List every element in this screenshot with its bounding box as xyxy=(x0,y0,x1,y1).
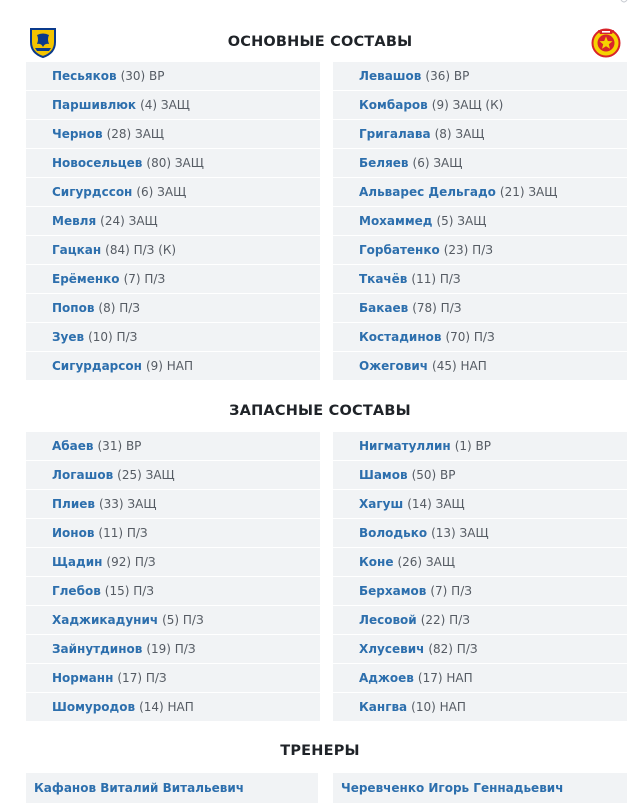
player-number-position: (25) ЗАЩ xyxy=(117,468,175,482)
player-row xyxy=(26,490,320,518)
player-row xyxy=(26,149,320,177)
player-row xyxy=(333,207,627,235)
player-row xyxy=(333,265,627,293)
player-row xyxy=(333,352,627,380)
player-name-link[interactable]: Альварес Дельгадо xyxy=(359,185,496,199)
player-number-position: (14) НАП xyxy=(139,700,194,714)
player-row xyxy=(333,606,627,634)
player-name-link[interactable]: Ткачёв xyxy=(359,272,408,286)
player-name-link[interactable]: Григалава xyxy=(359,127,431,141)
player-row xyxy=(26,236,320,264)
player-row xyxy=(26,461,320,489)
player-name-link[interactable]: Попов xyxy=(52,301,95,315)
player-number-position: (84) П/З (К) xyxy=(105,243,177,257)
player-name-link[interactable]: Ионов xyxy=(52,526,95,540)
player-number-position: (24) ЗАЩ xyxy=(100,214,158,228)
player-name-link[interactable]: Сигурдарсон xyxy=(52,359,142,373)
player-name-link[interactable]: Аджоев xyxy=(359,671,414,685)
home-main-lineup xyxy=(26,62,320,381)
player-name-link[interactable]: Бакаев xyxy=(359,301,409,315)
player-name-link[interactable]: Горбатенко xyxy=(359,243,440,257)
player-name-link[interactable]: Кангва xyxy=(359,700,408,714)
player-row xyxy=(333,91,627,119)
player-row xyxy=(26,91,320,119)
player-number-position: (70) П/З xyxy=(445,330,495,344)
player-row xyxy=(333,664,627,692)
player-row xyxy=(26,693,320,721)
player-row xyxy=(333,490,627,518)
player-number-position: (6) ЗАЩ xyxy=(412,156,463,170)
player-row xyxy=(333,323,627,351)
home-coach[interactable]: Кафанов Виталий Витальевич xyxy=(26,773,318,803)
player-row xyxy=(333,461,627,489)
player-name-link[interactable]: Щадин xyxy=(52,555,103,569)
player-row xyxy=(333,120,627,148)
player-number-position: (45) НАП xyxy=(432,359,487,373)
main-lineups-title: ОСНОВНЫЕ СОСТАВЫ xyxy=(227,34,413,50)
player-name-link[interactable]: Коне xyxy=(359,555,394,569)
player-row xyxy=(26,265,320,293)
player-name-link[interactable]: Логашов xyxy=(52,468,114,482)
player-number-position: (8) ЗАЩ xyxy=(434,127,485,141)
player-number-position: (5) П/З xyxy=(162,613,204,627)
player-number-position: (31) ВР xyxy=(97,439,142,453)
player-name-link[interactable]: Хлусевич xyxy=(359,642,425,656)
player-number-position: (15) П/З xyxy=(104,584,155,598)
player-number-position: (19) П/З xyxy=(146,642,196,656)
player-name-link[interactable]: Норманн xyxy=(52,671,114,685)
player-name-link[interactable]: Берхамов xyxy=(359,584,427,598)
player-number-position: (17) П/З xyxy=(117,671,167,685)
player-number-position: (9) ЗАЩ (К) xyxy=(431,98,504,112)
player-name-link[interactable]: Зуев xyxy=(52,330,85,344)
corner-mark-icon xyxy=(620,0,628,4)
player-number-position: (1) ВР xyxy=(454,439,491,453)
player-row xyxy=(333,577,627,605)
player-number-position: (10) НАП xyxy=(411,700,466,714)
player-row xyxy=(333,178,627,206)
player-number-position: (14) ЗАЩ xyxy=(407,497,465,511)
player-name-link[interactable]: Володько xyxy=(359,526,428,540)
player-number-position: (50) ВР xyxy=(411,468,456,482)
away-coach[interactable]: Черевченко Игорь Геннадьевич xyxy=(333,773,627,803)
player-number-position: (5) ЗАЩ xyxy=(436,214,487,228)
player-number-position: (26) ЗАЩ xyxy=(397,555,455,569)
player-name-link[interactable]: Сигурдссон xyxy=(52,185,133,199)
player-row xyxy=(333,236,627,264)
player-name-link[interactable]: Костадинов xyxy=(359,330,442,344)
player-row xyxy=(26,635,320,663)
player-number-position: (6) ЗАЩ xyxy=(136,185,187,199)
player-name-link[interactable]: Шомуродов xyxy=(52,700,136,714)
player-number-position: (80) ЗАЩ xyxy=(146,156,204,170)
player-row xyxy=(333,149,627,177)
player-row xyxy=(26,120,320,148)
player-row xyxy=(333,62,627,90)
player-name-link[interactable]: Беляев xyxy=(359,156,409,170)
player-row xyxy=(333,432,627,460)
player-number-position: (10) П/З xyxy=(88,330,138,344)
player-name-link[interactable]: Глебов xyxy=(52,584,101,598)
player-number-position: (17) НАП xyxy=(417,671,473,685)
player-name-link[interactable]: Абаев xyxy=(52,439,94,453)
away-substitutes xyxy=(333,432,627,722)
substitutes-title: ЗАПАСНЫЕ СОСТАВЫ xyxy=(229,403,411,419)
player-number-position: (82) П/З xyxy=(428,642,478,656)
player-row xyxy=(26,62,320,90)
player-number-position: (22) П/З xyxy=(420,613,470,627)
player-row xyxy=(26,606,320,634)
player-row xyxy=(26,519,320,547)
player-number-position: (4) ЗАЩ xyxy=(140,98,190,112)
player-number-position: (11) П/З xyxy=(411,272,461,286)
player-name-link[interactable]: Паршивлюк xyxy=(52,98,137,112)
coaches-title: ТРЕНЕРЫ xyxy=(280,743,360,759)
player-name-link[interactable]: Плиев xyxy=(52,497,95,511)
player-row xyxy=(26,577,320,605)
home-substitutes xyxy=(26,432,320,722)
player-name-link[interactable]: Мевля xyxy=(52,214,97,228)
player-name-link[interactable]: Шамов xyxy=(359,468,408,482)
player-number-position: (21) ЗАЩ xyxy=(499,185,558,199)
player-name-link[interactable]: Хагуш xyxy=(359,497,404,511)
player-row xyxy=(26,178,320,206)
player-number-position: (23) П/З xyxy=(443,243,493,257)
player-row xyxy=(26,207,320,235)
player-row xyxy=(333,548,627,576)
player-row xyxy=(333,635,627,663)
player-name-link[interactable]: Левашов xyxy=(359,69,422,83)
player-row xyxy=(26,294,320,322)
player-number-position: (13) ЗАЩ xyxy=(431,526,489,540)
player-row xyxy=(26,548,320,576)
player-row xyxy=(333,519,627,547)
player-name-link[interactable]: Песьяков xyxy=(52,69,117,83)
player-row xyxy=(26,432,320,460)
player-name-link[interactable]: Мохаммед xyxy=(359,214,433,228)
player-name-link[interactable]: Гацкан xyxy=(52,243,102,257)
player-number-position: (8) П/З xyxy=(98,301,140,315)
player-number-position: (36) ВР xyxy=(425,69,470,83)
player-number-position: (9) НАП xyxy=(145,359,194,373)
player-number-position: (11) П/З xyxy=(98,526,148,540)
player-number-position: (33) ЗАЩ xyxy=(98,497,157,511)
player-number-position: (7) П/З xyxy=(430,584,472,598)
player-number-position: (92) П/З xyxy=(106,555,156,569)
player-number-position: (30) ВР xyxy=(120,69,165,83)
player-row xyxy=(26,352,320,380)
player-name-link[interactable]: Ерёменко xyxy=(52,272,120,286)
player-name-link[interactable]: Зайнутдинов xyxy=(52,642,143,656)
player-row xyxy=(333,294,627,322)
player-row xyxy=(26,323,320,351)
player-number-position: (28) ЗАЩ xyxy=(106,127,165,141)
player-name-link[interactable]: Ожегович xyxy=(359,359,429,373)
player-name-link[interactable]: Хаджикадунич xyxy=(52,613,159,627)
player-number-position: (78) П/З xyxy=(412,301,462,315)
away-main-lineup xyxy=(333,62,627,381)
player-number-position: (7) П/З xyxy=(123,272,166,286)
player-row xyxy=(26,664,320,692)
player-name-link[interactable]: Нигматуллин xyxy=(359,439,451,453)
player-name-link[interactable]: Лесовой xyxy=(359,613,417,627)
player-name-link[interactable]: Чернов xyxy=(52,127,103,141)
player-name-link[interactable]: Комбаров xyxy=(359,98,428,112)
player-name-link[interactable]: Новосельцев xyxy=(52,156,143,170)
player-row xyxy=(333,693,627,721)
